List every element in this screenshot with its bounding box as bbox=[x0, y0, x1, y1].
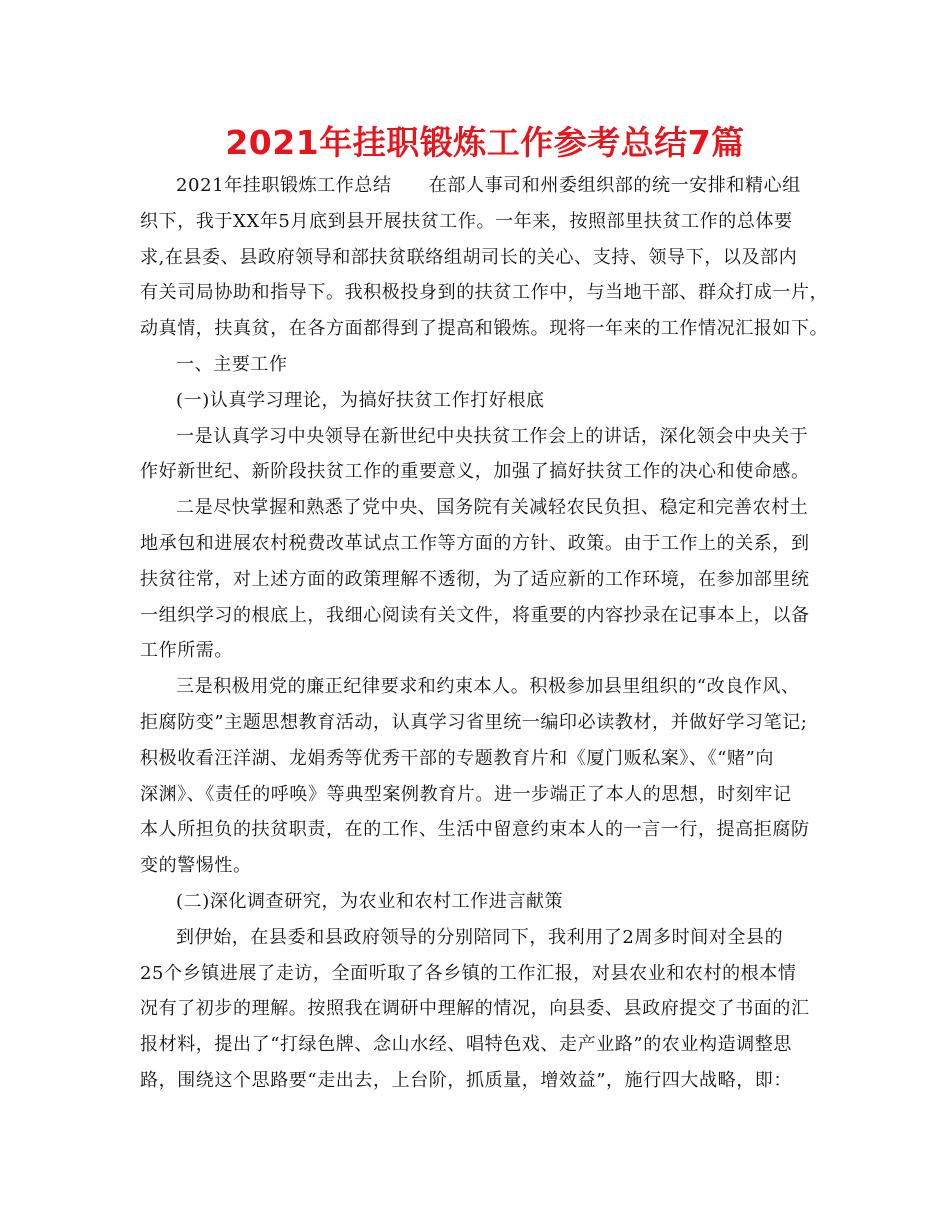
paragraph bbox=[140, 168, 830, 347]
text-line: 路，围绕这个思路要“走出去，上台阶，抓质量，增效益”，施行四大战略，即： bbox=[140, 1069, 793, 1091]
paragraph bbox=[140, 490, 830, 669]
document-body bbox=[140, 168, 830, 1099]
document-title: 2021年挂职锻炼工作参考总结7篇 bbox=[225, 123, 745, 162]
text-line: 动真情，扶真贫，在各方面都得到了提高和锻炼。现将一年来的工作情况汇报如下。 bbox=[140, 318, 829, 340]
paragraph bbox=[140, 419, 830, 491]
text-line: 作好新世纪、新阶段扶贫工作的重要意义，加强了搞好扶贫工作的决心和使命感。 bbox=[140, 461, 810, 483]
text-line: 25个乡镇进展了走访，全面听取了各乡镇的工作汇报，对县农业和农村的根本情 bbox=[140, 962, 797, 984]
paragraph bbox=[140, 920, 830, 1099]
text-line: 积极收看汪洋湖、龙娟秀等优秀干部的专题教育片和《厦门贩私案》、《“赌”向 bbox=[140, 747, 775, 769]
document-page bbox=[140, 120, 830, 1099]
text-line: 深渊》、《责任的呼唤》等典型案例教育片。进一步端正了本人的思想，时刻牢记 bbox=[140, 783, 792, 805]
text-line: 到伊始，在县委和县政府领导的分别陪同下，我利用了2周多时间对全县的 bbox=[176, 926, 784, 948]
section-heading bbox=[140, 347, 830, 383]
text-line: 三是积极用党的廉正纪律要求和约束本人。积极参加县里组织的“改良作风、 bbox=[176, 676, 800, 698]
text-line: 况有了初步的理解。按照我在调研中理解的情况，向县委、县政府提交了书面的汇 bbox=[140, 998, 810, 1020]
text-line: 有关司局协助和指导下。我积极投身到的扶贫工作中，与当地干部、群众打成一片， bbox=[140, 282, 829, 304]
text-line: 二是尽快掌握和熟悉了党中央、国务院有关减轻农民负担、稳定和完善农村土 bbox=[176, 497, 809, 519]
text-line: 扶贫往常，对上述方面的政策理解不透彻，为了适应新的工作环境，在参加部里统 bbox=[140, 568, 810, 590]
paragraph bbox=[140, 669, 830, 884]
text-line: 工作所需。 bbox=[140, 640, 233, 662]
text-line: 报材料，提出了“打绿色牌、念山水经、唱特色戏、走产业路”的农业构造调整思 bbox=[140, 1034, 793, 1056]
text-line: 拒腐防变”主题思想教育活动，认真学习省里统一编印必读教材，并做好学习笔记; bbox=[140, 711, 808, 733]
section-heading bbox=[140, 884, 830, 920]
text-line: 2021年挂职锻炼工作总结 在部人事司和州委组织部的统一安排和精心组 bbox=[176, 175, 801, 196]
text-line: 求,在县委、县政府领导和部扶贫联络组胡司长的关心、支持、领导下，以及部内 bbox=[140, 246, 798, 268]
text-line: 织下，我于XX年5月底到县开展扶贫工作。一年来，按照部里扶贫工作的总体要 bbox=[140, 210, 793, 232]
text-line: 地承包和进展农村税费改革试点工作等方面的方针、政策。由于工作上的关系，到 bbox=[140, 532, 810, 554]
text-line: 一、主要工作 bbox=[176, 353, 288, 375]
section-heading bbox=[140, 383, 830, 419]
text-line: 一组织学习的根底上，我细心阅读有关文件，将重要的内容抄录在记事本上，以备 bbox=[140, 604, 810, 626]
text-line: (二)深化调查研究，为农业和农村工作进言献策 bbox=[176, 890, 564, 912]
text-line: (一)认真学习理论，为搞好扶贫工作打好根底 bbox=[176, 389, 545, 411]
text-line: 一是认真学习中央领导在新世纪中央扶贫工作会上的讲话，深化领会中央关于 bbox=[176, 425, 809, 447]
text-line: 变的警惕性。 bbox=[140, 855, 252, 877]
text-line: 本人所担负的扶贫职责，在的工作、生活中留意约束本人的一言一行，提高拒腐防 bbox=[140, 819, 810, 841]
